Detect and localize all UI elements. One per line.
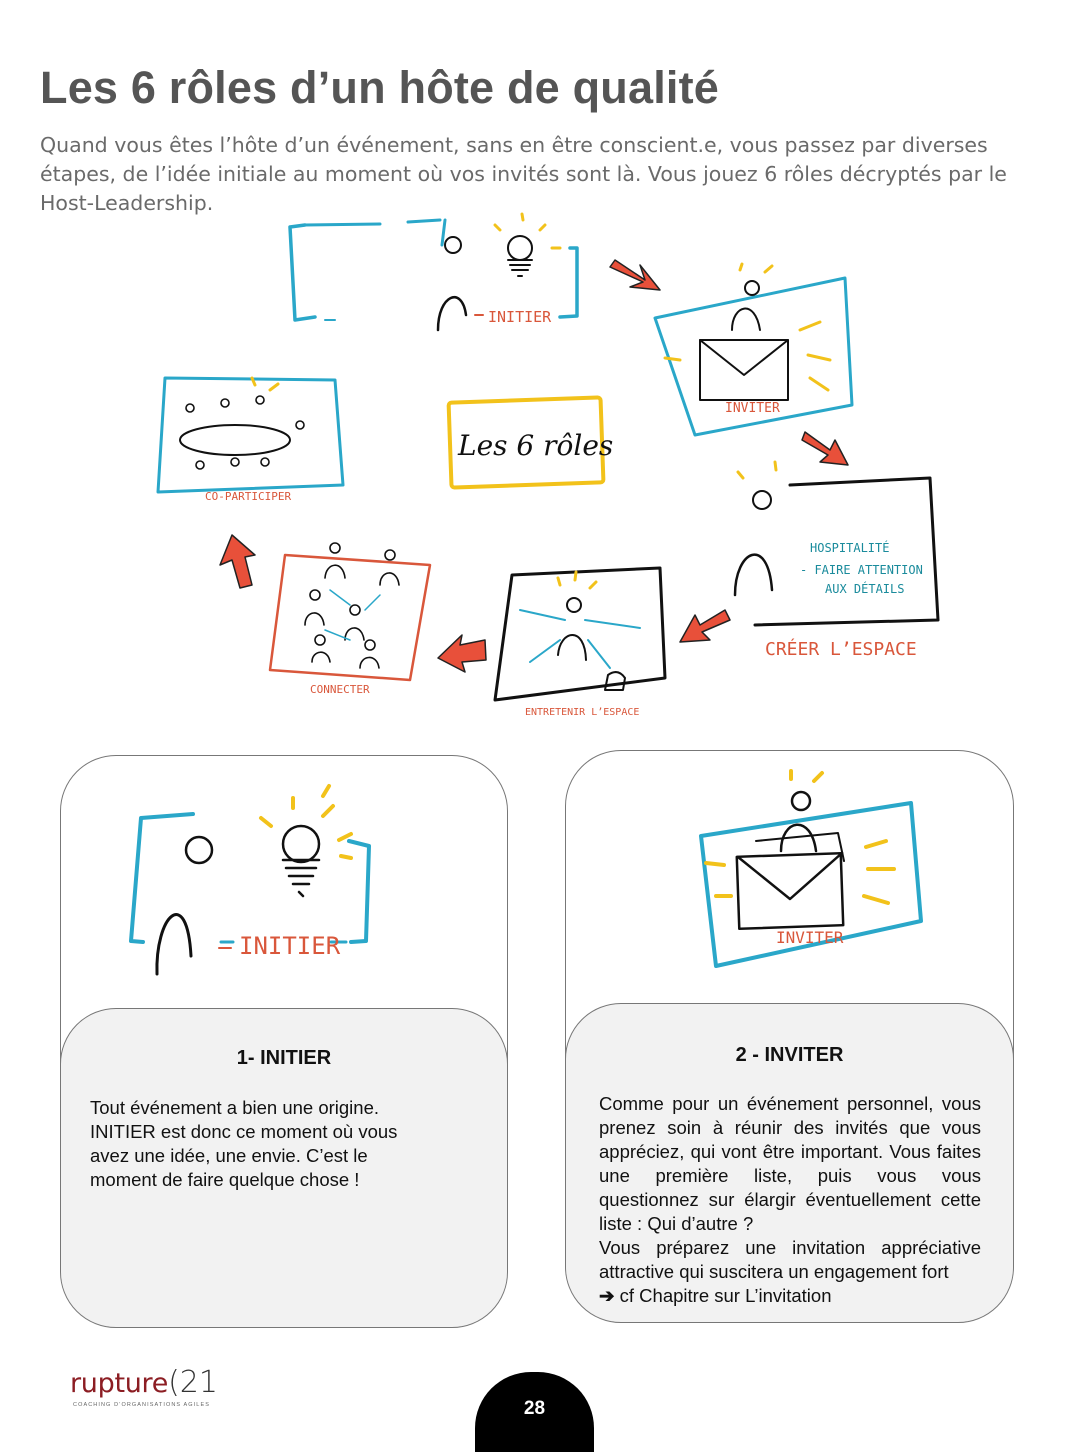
note-faire-attention: - FAIRE ATTENTION [800, 563, 923, 577]
page-title: Les 6 rôles d’un hôte de qualité [40, 62, 720, 113]
intro-paragraph: Quand vous êtes l’hôte d’un événement, sans en être conscient.e, vous passez par diverses étapes, de l’idée initiale au moment où vos invités sont là. Vous jouez 6 rôles décryptés par le Host-Leadership. [40, 133, 1007, 215]
creer-espace-label: CRÉER L’ESPACE [765, 639, 917, 660]
card-initier [60, 755, 508, 1328]
rupture21-logo [70, 1365, 218, 1408]
six-roles-diagram [140, 200, 960, 730]
initier-sketch-label: INITIER [239, 932, 341, 960]
initier-illustration [61, 756, 507, 1006]
entretenir-label: ENTRETENIR L’ESPACE [525, 707, 640, 718]
logo-tagline: COACHING D’ORGANISATIONS AGILES [73, 1402, 210, 1408]
card-inviter-title: 2 - INVITER [735, 1044, 844, 1066]
invitation-chapter-link[interactable]: cf Chapitre sur L’invitation [619, 1285, 832, 1306]
logo-suffix: (21 [168, 1365, 218, 1400]
card-inviter-link-line [599, 1284, 981, 1308]
initier-label: INITIER [488, 308, 552, 326]
card-inviter-body-2: Vous préparez une invitation appréciative attractive qui suscitera un engagement fort [599, 1237, 981, 1282]
card-initier-body: Tout événement a bien une origine. INITIER est donc ce moment où vous avez une idée, une envie. C’est le moment de faire quelque chose ! [90, 1097, 398, 1190]
connecter-label: CONNECTER [310, 683, 370, 696]
co-participer-label: CO-PARTICIPER [205, 490, 292, 503]
page-number: 28 [523, 1398, 546, 1419]
inviter-sketch-label: INVITER [776, 928, 844, 947]
page-number-tab [475, 1372, 594, 1452]
logo-word: rupture [70, 1368, 169, 1399]
center-label: Les 6 rôles [458, 429, 614, 462]
note-hospitalite: HOSPITALITÉ [810, 541, 890, 555]
card-inviter-text-panel [565, 1003, 1014, 1323]
inviter-illustration [566, 751, 1013, 1001]
note-details: AUX DÉTAILS [825, 582, 905, 596]
card-initier-text-panel [60, 1008, 508, 1328]
inviter-label: INVITER [725, 401, 780, 416]
arrow-right-icon: ➔ [599, 1285, 620, 1306]
card-inviter [565, 750, 1014, 1323]
card-initier-title: 1- INITIER [236, 1047, 332, 1069]
card-inviter-body: Comme pour un événement personnel, vous prenez soin à réunir des invités que vous appréciez, qui vont être important. Vous faites une première liste, puis vous vous questionnez sur élargir éventuellement cette liste : Qui d’autre ? [599, 1093, 981, 1234]
